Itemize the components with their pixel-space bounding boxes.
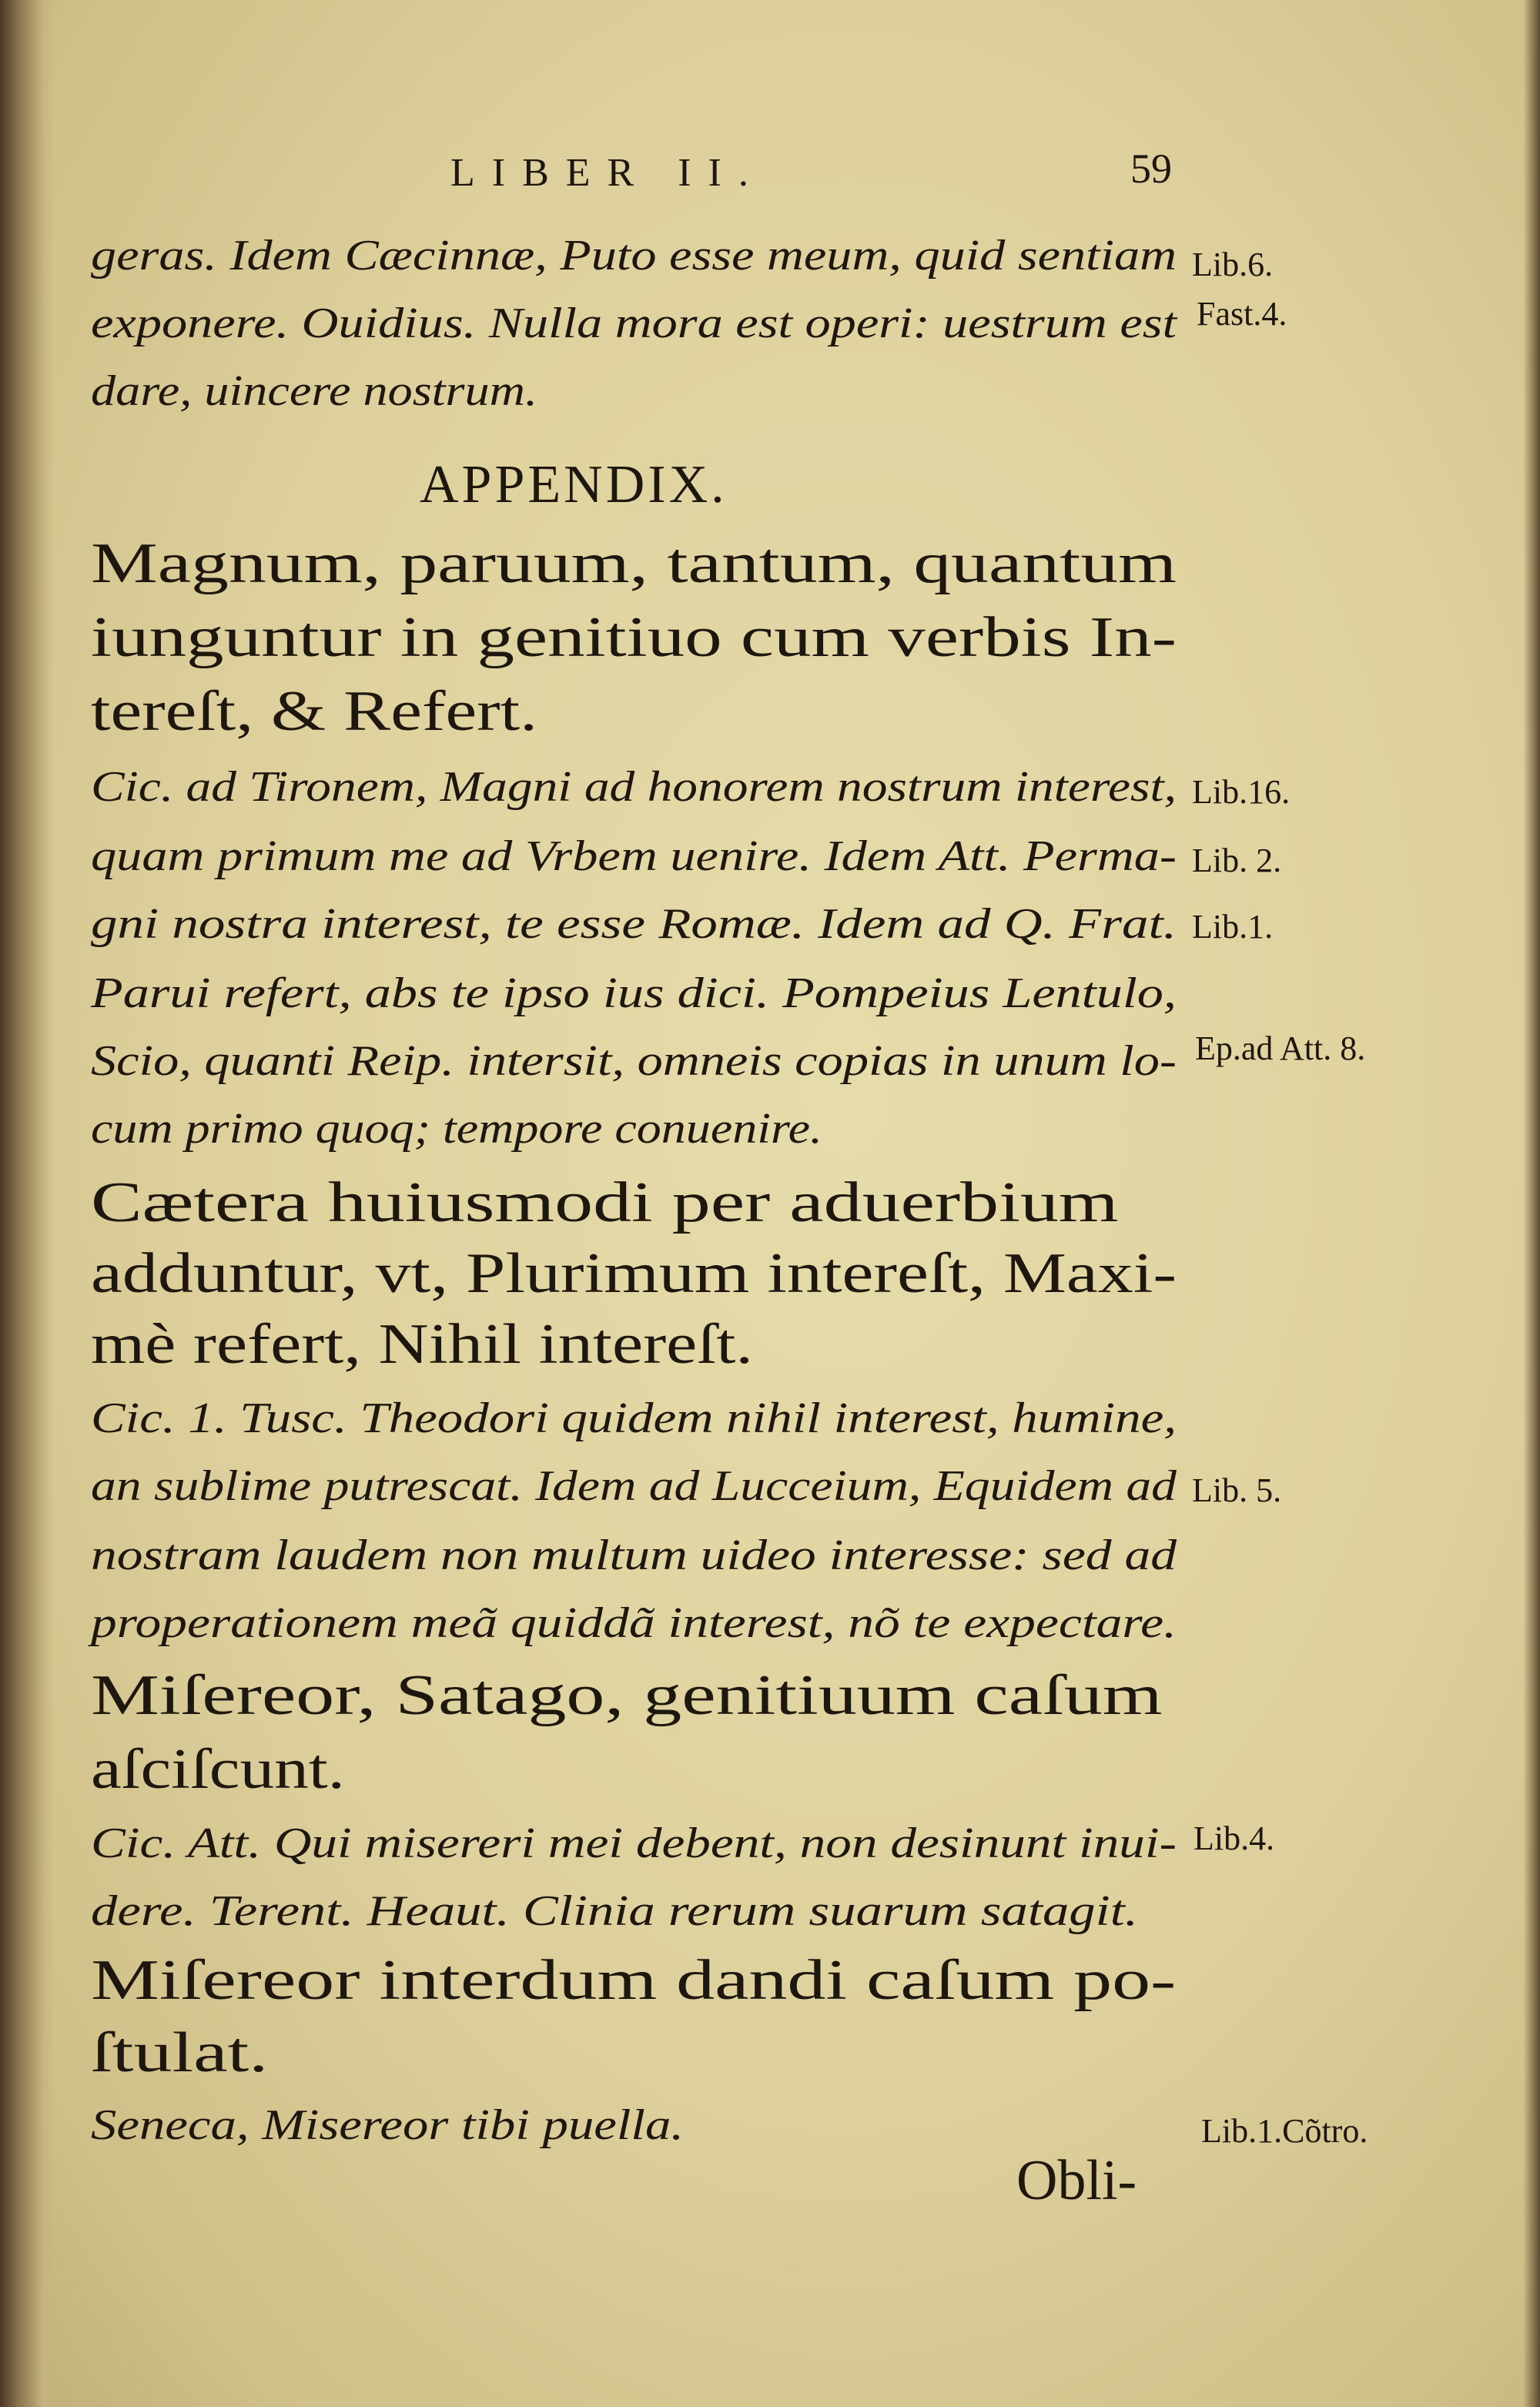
citation-line: properationem meã quiddã interest, nõ te expectare. <box>91 1599 1177 1647</box>
citation-line: dare, uincere nostrum. <box>91 367 537 415</box>
citation-line: an sublime putrescat. Idem ad Lucceium, Equidem ad <box>91 1462 1177 1510</box>
page-number: 59 <box>1130 146 1172 192</box>
margin-note: Lib. 5. <box>1192 1471 1282 1509</box>
citation-line: Seneca, Misereor tibi puella. <box>91 2101 684 2149</box>
rule-text-line: adduntur, vt, Plurimum intereſt, Maxi- <box>91 1242 1177 1305</box>
citation-line: gni nostra interest, te esse Romæ. Idem ad Q. Frat. <box>91 900 1177 948</box>
rule-text-line: iunguntur in genitiuo cum verbis In- <box>91 606 1177 669</box>
citation-line: Cic. 1. Tusc. Theodori quidem nihil interest, humine, <box>91 1394 1177 1442</box>
margin-note: Ep.ad Att. 8. <box>1195 1029 1366 1067</box>
margin-note: Lib.1. <box>1192 908 1274 946</box>
margin-note: Lib.4. <box>1194 1819 1275 1857</box>
citation-line: quam primum me ad Vrbem uenire. Idem Att. Perma- <box>91 832 1177 880</box>
citation-line: Cic. ad Tironem, Magni ad honorem nostrum interest, <box>91 763 1177 811</box>
citation-line: geras. Idem Cæcinnæ, Puto esse meum, quid sentiam <box>91 232 1177 280</box>
citation-line: Parui refert, abs te ipso ius dici. Pompeius Lentulo, <box>91 969 1177 1017</box>
citation-line: cum primo quoq; tempore conuenire. <box>91 1105 822 1153</box>
spine-shadow <box>0 0 54 2407</box>
running-head: LIBER II. <box>450 151 765 195</box>
margin-note: Fast.4. <box>1197 295 1287 333</box>
margin-note: Lib.16. <box>1192 773 1291 811</box>
rule-text-line: tereſt, & Refert. <box>91 680 537 743</box>
rule-text-line: mè refert, Nihil intereſt. <box>91 1313 753 1376</box>
rule-text-line: aſciſcunt. <box>91 1738 345 1801</box>
rule-text-line: Miſereor interdum dandi caſum po- <box>91 1949 1177 2012</box>
rule-text-line: ſtulat. <box>91 2021 269 2084</box>
margin-note: Lib. 2. <box>1192 842 1282 879</box>
citation-line: exponere. Ouidius. Nulla mora est operi: uestrum est <box>91 300 1177 347</box>
citation-line: dere. Terent. Heaut. Clinia rerum suarum satagit. <box>91 1887 1138 1935</box>
margin-note: Lib.1.Cõtro. <box>1201 2112 1368 2150</box>
citation-line: nostram laudem non multum uideo interesse: sed ad <box>91 1532 1177 1579</box>
catchword: Obli- <box>1016 2149 1137 2212</box>
citation-line: Scio, quanti Reip. intersit, omneis copias in unum lo- <box>91 1037 1177 1085</box>
rule-text-line: Miſereor, Satago, genitiuum caſum <box>91 1664 1163 1727</box>
section-heading: APPENDIX. <box>420 455 728 514</box>
rule-text-line: Magnum, paruum, tantum, quantum <box>91 532 1177 595</box>
citation-line: Cic. Att. Qui misereri mei debent, non desinunt inui- <box>91 1819 1177 1867</box>
margin-note: Lib.6. <box>1192 246 1274 283</box>
page-edge <box>1523 0 1540 2407</box>
rule-text-line: Cætera huiusmodi per aduerbium <box>91 1171 1119 1234</box>
